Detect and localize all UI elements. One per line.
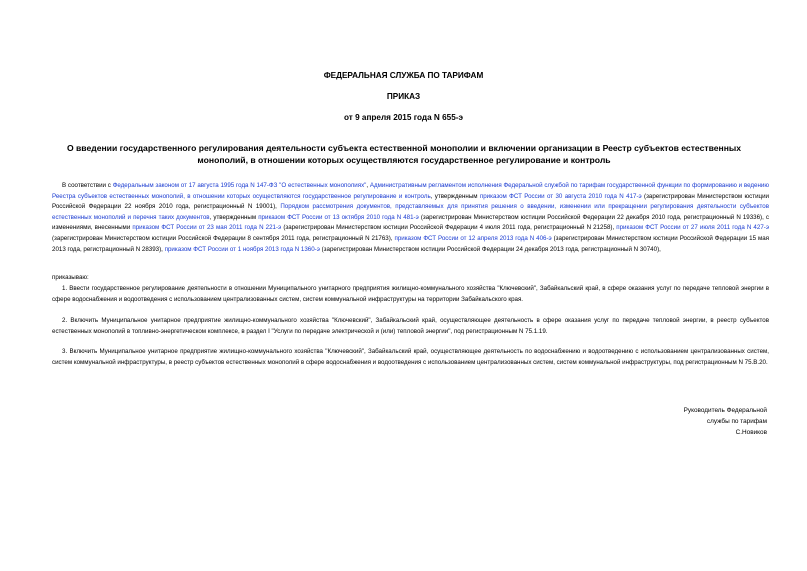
preamble-text: , bbox=[366, 182, 370, 189]
signature-title-line1: Руководитель Федеральной bbox=[683, 407, 767, 414]
preamble-text: В соответствии с bbox=[62, 182, 113, 189]
law-link[interactable]: Федеральным законом от 17 августа 1995 года N 147-ФЗ "О естественных монополиях" bbox=[112, 182, 367, 189]
preamble-text: (зарегистрирован Министерством юстиции Российской Федерации 24 декабря 2013 года, регистрационный N 30740), bbox=[319, 245, 661, 253]
order-item-2 bbox=[52, 316, 769, 337]
order-item-1 bbox=[52, 284, 769, 305]
order-221-link[interactable]: приказом ФСТ России от 23 мая 2011 года N 221-э bbox=[132, 224, 282, 232]
order-1360-link[interactable]: приказом ФСТ России от 1 ноября 2013 года N 1360-э bbox=[164, 245, 320, 253]
preamble-text: , утвержденным bbox=[430, 192, 480, 200]
date-number-heading: от 9 апреля 2015 года N 655-э bbox=[343, 113, 464, 122]
preamble-text: (зарегистрирован Министерством юстиции Российской Федерации 4 июля 2011 года, регистрационный N 21258), bbox=[281, 224, 617, 232]
doc-type-heading: ПРИКАЗ bbox=[386, 92, 421, 101]
order-417-link[interactable]: приказом ФСТ России от 30 августа 2010 года N 417-э bbox=[479, 192, 642, 200]
order-item-2-text: 2. Включить Муниципальное унитарное предприятие жилищно-коммунального хозяйства "Ключевский", Забайкальский край, осуществляющее деятельность в сфере оказания услуг по передаче тепловой энергии, в реестр субъектов естественных монополий в топливно-энергетическом комплексе, в раздел I "Услуги по передаче электрической и (или) тепловой энергии", под регистрационным N 75.1.19. bbox=[52, 317, 769, 335]
preamble-text: , утвержденным bbox=[209, 213, 259, 221]
preamble-paragraph bbox=[52, 181, 769, 255]
order-item-3-text: 3. Включить Муниципальное унитарное предприятие жилищно-коммунального хозяйства "Ключевский", Забайкальский край, осуществляющее деятельность по водоснабжению и водоотведению с использованием централизованных систем, систем коммунальной инфраструктуры, в реестр субъектов естественных монополий в сфере водоснабжения и водоотведения с использованием централизованных систем, систем коммунальной инфраструктуры, под регистрационным N 75.В.20. bbox=[52, 348, 769, 366]
regulation-link[interactable]: Административным регламентом исполнения Федеральной службой по тарифам государственной функции по формированию и ведению Реестра субъектов естественных монополий, в отношении которых осуществляются государственное регулирование и контроль bbox=[52, 182, 769, 200]
order-427-link[interactable]: приказом ФСТ России от 27 июля 2011 года N 427-э bbox=[616, 224, 769, 232]
agency-heading: ФЕДЕРАЛЬНАЯ СЛУЖБА ПО ТАРИФАМ bbox=[323, 71, 484, 80]
order-481-link[interactable]: приказом ФСТ России от 13 октября 2010 года N 481-э bbox=[258, 213, 419, 221]
orders-intro: приказываю: bbox=[52, 274, 89, 281]
document-title: О введении государственного регулирования деятельности субъекта естественной монополии и включении организации в Реестр субъектов естественных монополий, в отношении которых осуществляются государственное регулирование и контроль bbox=[66, 143, 742, 165]
procedure-link[interactable]: Порядком рассмотрения документов, представляемых для принятия решения о введении, изменении или прекращении регулирования деятельности субъектов естественных монополий и перечня таких документов bbox=[52, 203, 769, 221]
signature-block bbox=[684, 405, 767, 438]
signature-name: С.Новиков bbox=[735, 429, 767, 436]
preamble-text: (зарегистрирован Министерством юстиции Российской Федерации 8 сентября 2011 года, регистрационный N 21763), bbox=[52, 234, 395, 242]
preamble-text: (зарегистрирован Министерством юстиции Российской Федерации 15 мая 2013 года, регистрационный N 28393), bbox=[52, 234, 770, 253]
signature-title-line2: службы по тарифам bbox=[706, 418, 767, 425]
order-item-3 bbox=[52, 347, 769, 368]
preamble-text: (зарегистрирован Министерством юстиции Российской Федерации 22 ноября 2010 года, регистрационный N 19001), bbox=[52, 192, 769, 211]
order-406-link[interactable]: приказом ФСТ России от 12 апреля 2013 года N 406-э bbox=[394, 234, 552, 242]
preamble-text: (зарегистрирован Министерством юстиции Российской Федерации 22 декабря 2010 года, регистрационный N 19336), с изменениями, внесенными bbox=[52, 213, 769, 232]
order-item-1-text: 1. Ввести государственное регулирование деятельности в отношении Муниципального унитарного предприятия жилищно-коммунального хозяйства "Ключевский", Забайкальский край, в сфере оказания услуг по передаче тепловой энергии в сфере водоснабжения и водоотведения с использованием централизованных систем, систем коммунальной инфраструктуры на территории Забайкальского края. bbox=[52, 285, 769, 303]
